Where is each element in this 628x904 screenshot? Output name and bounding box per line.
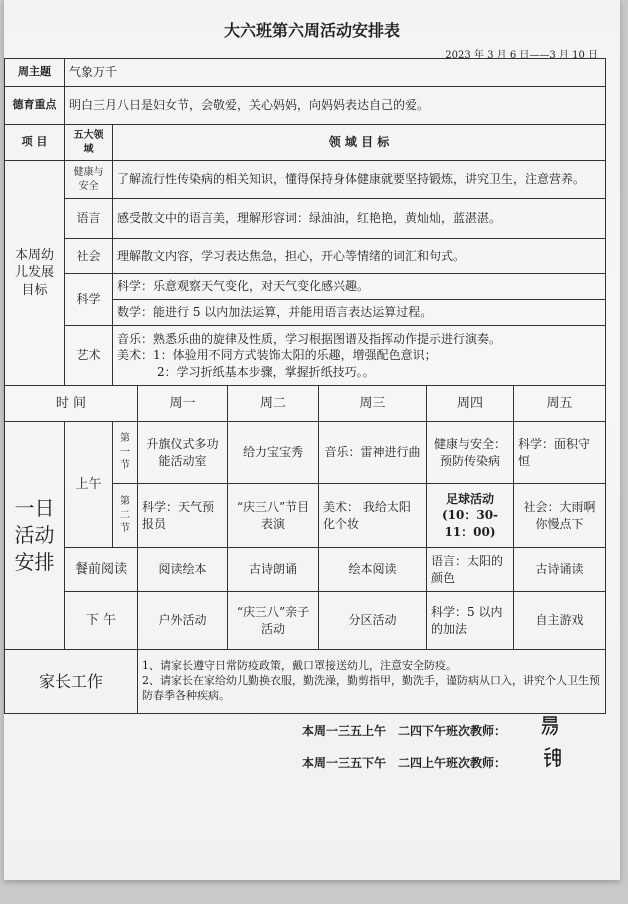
goal-row [5,161,606,199]
goals-header-row [5,125,606,161]
parents-content [138,650,606,714]
signature-1 [540,714,560,736]
goal-domain: 社会 [65,239,113,274]
goal-target: 理解散文内容，学习表达焦急，担心，开心等情绪的词汇和句式。 [113,239,606,274]
days-header-row [5,386,606,422]
activity-cell: 给力宝宝秀 [228,422,319,484]
activity-cell: 户外活动 [138,592,228,650]
activity-cell: 绘本阅读 [319,548,427,592]
football-activity: 足球活动 [445,492,494,507]
goal-target: 科学：乐意观察天气变化，对天气变化感兴趣。 [113,274,606,300]
goal-row [5,199,606,239]
goal-row [5,326,606,386]
pm-row [5,592,606,650]
goals-col-target: 领 域 目 标 [113,125,606,161]
activity-cell: 分区活动 [319,592,427,650]
goal-target: 感受散文中的语言美，理解形容词：绿油油，红艳艳，黄灿灿，蓝湛湛。 [113,199,606,239]
page-title: 大六班第六周活动安排表 [223,21,400,40]
daily-section-label: 一日活动安排 [5,422,65,650]
day-header: 周二 [228,386,319,422]
day-header: 周五 [514,386,606,422]
activity-cell: 自主游戏 [514,592,606,650]
am1-row [5,422,606,484]
period-1-label: 第一节 [113,422,138,484]
pm-label: 下 午 [65,592,138,650]
activity-cell [427,484,514,548]
goals-section-label: 本周幼儿发展目标 [5,161,65,386]
goal-row [5,239,606,274]
activity-cell: 阅读绘本 [138,548,228,592]
goal-domain: 艺术 [65,326,113,386]
activity-cell: 升旗仪式多功能活动室 [138,422,228,484]
day-header: 周三 [319,386,427,422]
activity-cell: 音乐：雷神进行曲 [319,422,427,484]
moral-label: 德育重点 [5,87,65,125]
schedule-table [4,58,606,714]
goal-target-music: 音乐：熟悉乐曲的旋律及性质，学习根据图谱及指挥动作提示进行演奏。 [117,332,502,347]
goal-target: 了解流行性传染病的相关知识，懂得保持身体健康就要坚持锻炼，讲究卫生，注意营养。 [113,161,606,199]
goal-domain: 健康与安全 [65,161,113,199]
moral-value: 明白三月八日是妇女节，会敬爱，关心妈妈，向妈妈表达自己的爱。 [65,87,606,125]
parents-item: 1、请家长遵守日常防疫政策，戴口罩接送幼儿，注意安全防疫。 [142,659,457,673]
activity-cell: 健康与安全：预防传染病 [427,422,514,484]
goal-row [5,274,606,300]
teacher-line-text: 本周一三五上午 二四下午班次教师： [302,724,507,738]
day-header: 周四 [427,386,514,422]
meal-label: 餐前阅读 [65,548,138,592]
activity-cell: 科学：5 以内的加法 [427,592,514,650]
teacher-line-1 [302,722,506,739]
goals-col-item: 项 目 [5,125,65,161]
goal-target [113,326,606,386]
am-label: 上午 [65,422,113,548]
theme-row [5,59,606,87]
activity-cell: “庆三八”节目表演 [228,484,319,548]
activity-cell: 古诗诵读 [514,548,606,592]
parents-row [5,650,606,714]
parents-item: 2、请家长在家给幼儿勤换衣服，勤洗澡，勤剪指甲，勤洗手，谨防病从口入，讲究个人卫生预防春季各种疾病。 [142,674,600,702]
meal-row [5,548,606,592]
activity-cell: 科学：天气预报员 [138,484,228,548]
goal-target-art-2: 2：学习折纸基本步骤，掌握折纸技巧。。 [157,364,375,379]
activity-cell: 科学：面积守恒 [514,422,606,484]
goal-target-art-1: 美术：1：体验用不同方式装饰太阳的乐趣，增强配色意识； [117,348,437,363]
activity-cell: “庆三八”亲子活动 [228,592,319,650]
theme-label: 周主题 [5,59,65,87]
activity-cell: 古诗朗诵 [228,548,319,592]
activity-cell: 美术： 我给太阳化个妆 [319,484,427,548]
goals-col-domain: 五大领域 [65,125,113,161]
day-header: 周一 [138,386,228,422]
goal-domain: 语言 [65,199,113,239]
schedule-sheet [4,0,620,880]
teacher-line-text: 本周一三五下午 二四上午班次教师： [302,756,507,770]
parents-label: 家长工作 [5,650,138,714]
date-range: 2023 年 3 月 6 日——3 月 10 日 [445,50,598,61]
goal-domain: 科学 [65,274,113,326]
signature-2 [542,746,562,768]
time-label: 时 间 [5,386,138,422]
moral-row [5,87,606,125]
goal-target-2: 数学：能进行 5 以内加法运算，并能用语言表达运算过程。 [113,300,606,326]
period-2-label: 第二节 [113,484,138,548]
activity-cell: 社会：大雨啊你慢点下 [514,484,606,548]
activity-cell: 语言：太阳的颜色 [427,548,514,592]
teacher-line-2 [302,754,506,771]
football-time: (10：30-11：00) [441,508,499,539]
theme-value: 气象万千 [65,59,606,87]
